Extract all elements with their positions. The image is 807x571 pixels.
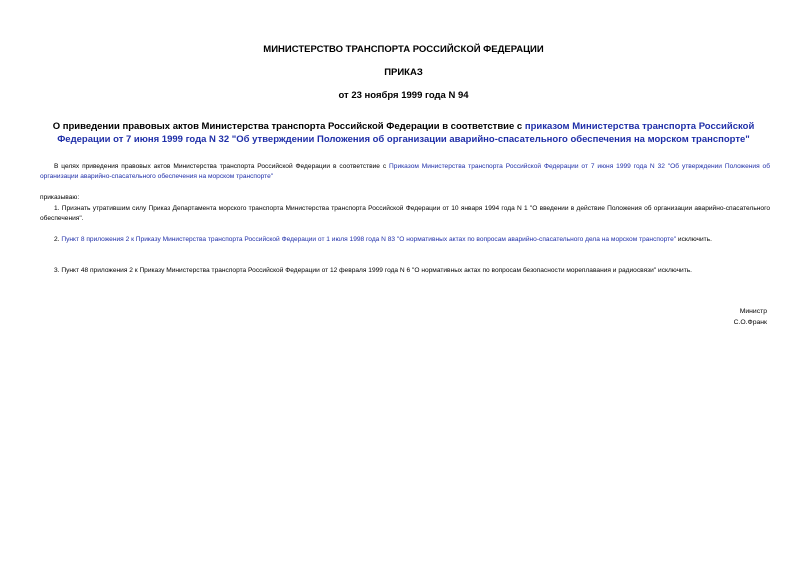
intro-paragraph	[40, 162, 770, 182]
item-3: 3. Пункт 48 приложения 2 к Приказу Министерства транспорта Российской Федерации от 12 февраля 1999 года N 6 "О нормативных актах по вопросам безопасности мореплавания и радиосвязи" исключить.	[54, 267, 693, 274]
item-2-number: 2.	[54, 236, 62, 243]
intro-link[interactable]: Приказом Министерства транспорта Российской Федерации от 7 июня 1999 года N 32 "Об утверждении Положения об организации аварийно-спасательного обеспечения на морском транспорте"	[40, 163, 770, 180]
signature-name: С.О.Франк	[733, 319, 767, 326]
title-prefix: О приведении правовых актов Министерства транспорта Российской Федерации в соответствие с	[52, 121, 525, 132]
date-number-heading: от 23 ноября 1999 года N 94	[338, 90, 469, 101]
item-2-suffix: исключить.	[676, 236, 712, 243]
item-2	[40, 235, 770, 245]
item-2-link[interactable]: Пункт 8 приложения 2 к Приказу Министерства транспорта Российской Федерации от 1 июля 1998 года N 83 "О нормативных актах по вопросам аварийно-спасательного дела на морском транспорте"	[61, 236, 677, 243]
item-1: 1. Признать утратившим силу Приказ Департамента морского транспорта Министерства транспорта Российской Федерации от 10 января 1994 года N 1 "О введении в действие Положения об организации аварийно-спасательного обеспечения".	[40, 205, 770, 222]
doc-type-heading: ПРИКАЗ	[384, 67, 423, 78]
title-link[interactable]: приказом Министерства транспорта Российской Федерации от 7 июня 1999 года N 32 "Об утверждении Положения об организации аварийно-спасательного обеспечения на морском транспорте"	[57, 121, 755, 145]
order-word: приказываю:	[40, 194, 80, 201]
intro-prefix: В целях приведения правовых актов Министерства транспорта Российской Федерации в соответствие с	[54, 163, 390, 170]
document-title	[30, 120, 777, 146]
ministry-heading: МИНИСТЕРСТВО ТРАНСПОРТА РОССИЙСКОЙ ФЕДЕРАЦИИ	[263, 44, 544, 55]
signature-position: Министр	[739, 308, 767, 315]
